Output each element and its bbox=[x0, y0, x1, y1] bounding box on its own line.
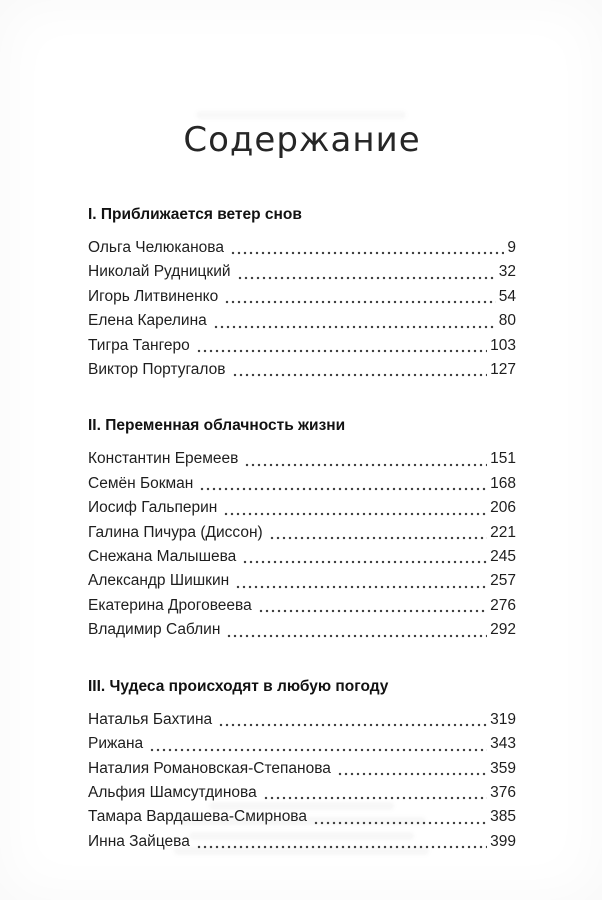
toc-section bbox=[88, 678, 516, 854]
toc-entry bbox=[88, 757, 516, 781]
dot-leader bbox=[244, 463, 487, 467]
dot-leader bbox=[269, 536, 487, 540]
dot-leader bbox=[199, 487, 487, 491]
entry-page-number: 32 bbox=[498, 263, 516, 281]
toc-section bbox=[88, 206, 516, 382]
entry-page-number: 245 bbox=[490, 548, 516, 566]
entry-name: Инна Зайцева bbox=[88, 832, 190, 850]
entry-name: Иосиф Гальперин bbox=[88, 499, 218, 517]
toc-entry bbox=[88, 285, 516, 309]
entry-name: Виктор Португалов bbox=[88, 361, 226, 379]
entry-page-number: 399 bbox=[490, 832, 516, 850]
entry-name: Тамара Вардашева-Смирнова bbox=[88, 808, 307, 826]
entry-page-number: 359 bbox=[490, 759, 516, 777]
dot-leader bbox=[226, 634, 487, 638]
dot-leader bbox=[237, 276, 496, 280]
entry-name: Тигра Тангеро bbox=[88, 336, 190, 354]
entry-name: Рижана bbox=[88, 735, 144, 753]
entry-page-number: 385 bbox=[490, 808, 516, 826]
dot-leader bbox=[313, 821, 487, 825]
toc-entry bbox=[88, 309, 516, 333]
toc-entry bbox=[88, 594, 516, 618]
toc-entry bbox=[88, 618, 516, 642]
entry-name: Игорь Литвиненко bbox=[88, 287, 219, 305]
dot-leader bbox=[337, 772, 487, 776]
entry-page-number: 103 bbox=[490, 336, 516, 354]
entry-page-number: 221 bbox=[490, 523, 516, 541]
entry-page-number: 292 bbox=[490, 621, 516, 639]
section-header: II. Переменная облачность жизни bbox=[88, 417, 346, 435]
toc-entry bbox=[88, 805, 516, 829]
entry-page-number: 376 bbox=[490, 783, 516, 801]
toc-section bbox=[88, 417, 516, 642]
entry-name: Екатерина Дроговеева bbox=[88, 596, 252, 614]
entry-name: Наталия Романовская-Степанова bbox=[88, 759, 331, 777]
entry-page-number: 257 bbox=[490, 572, 516, 590]
entry-name: Елена Карелина bbox=[88, 312, 207, 330]
dot-leader bbox=[263, 796, 487, 800]
toc-entry bbox=[88, 496, 516, 520]
entry-page-number: 276 bbox=[490, 596, 516, 614]
entry-page-number: 168 bbox=[490, 474, 516, 492]
toc-entry bbox=[88, 521, 516, 545]
entry-page-number: 54 bbox=[498, 287, 516, 305]
entry-name: Галина Пичура (Диссон) bbox=[88, 523, 263, 541]
toc-entry bbox=[88, 447, 516, 471]
dot-leader bbox=[196, 845, 487, 849]
entry-page-number: 343 bbox=[490, 735, 516, 753]
dot-leader bbox=[213, 325, 496, 329]
dot-leader bbox=[149, 748, 487, 752]
section-header: III. Чудеса происходят в любую погоду bbox=[88, 677, 389, 695]
entry-name: Ольга Челюканова bbox=[88, 239, 224, 256]
dot-leader bbox=[235, 585, 487, 589]
dot-leader bbox=[230, 251, 504, 255]
entry-name: Владимир Саблин bbox=[88, 621, 221, 639]
toc-entry bbox=[88, 830, 516, 854]
page-title: Содержание bbox=[183, 120, 421, 160]
dot-leader bbox=[232, 373, 488, 377]
entry-page-number: 206 bbox=[490, 499, 516, 517]
toc-entry bbox=[88, 569, 516, 593]
dot-leader bbox=[224, 300, 496, 304]
dot-leader bbox=[196, 349, 487, 353]
entry-page-number: 80 bbox=[498, 312, 516, 330]
toc-entry bbox=[88, 334, 516, 358]
entry-name: Наталья Бахтина bbox=[88, 710, 213, 728]
toc-entry bbox=[88, 260, 516, 284]
entry-name: Константин Еремеев bbox=[88, 450, 239, 468]
entry-page-number: 151 bbox=[490, 450, 516, 468]
toc-entry bbox=[88, 708, 516, 732]
dot-leader bbox=[242, 560, 487, 564]
toc-entry bbox=[88, 358, 516, 382]
section-header: I. Приближается ветер снов bbox=[88, 206, 302, 223]
toc-entry bbox=[88, 781, 516, 805]
dot-leader bbox=[223, 512, 487, 516]
entry-name: Александр Шишкин bbox=[88, 572, 230, 590]
toc-entry bbox=[88, 236, 516, 260]
toc-entry bbox=[88, 472, 516, 496]
entry-name: Альфия Шамсутдинова bbox=[88, 783, 257, 801]
toc-sections bbox=[88, 206, 516, 854]
entry-page-number: 127 bbox=[490, 361, 516, 379]
dot-leader bbox=[218, 723, 487, 727]
toc-entry bbox=[88, 545, 516, 569]
entry-name: Семён Бокман bbox=[88, 474, 194, 492]
dot-leader bbox=[258, 609, 487, 613]
entry-page-number: 9 bbox=[507, 239, 516, 256]
toc-content bbox=[88, 0, 516, 854]
entry-page-number: 319 bbox=[490, 710, 516, 728]
entry-name: Снежана Малышева bbox=[88, 548, 237, 566]
entry-name: Николай Рудницкий bbox=[88, 263, 231, 281]
toc-entry bbox=[88, 732, 516, 756]
